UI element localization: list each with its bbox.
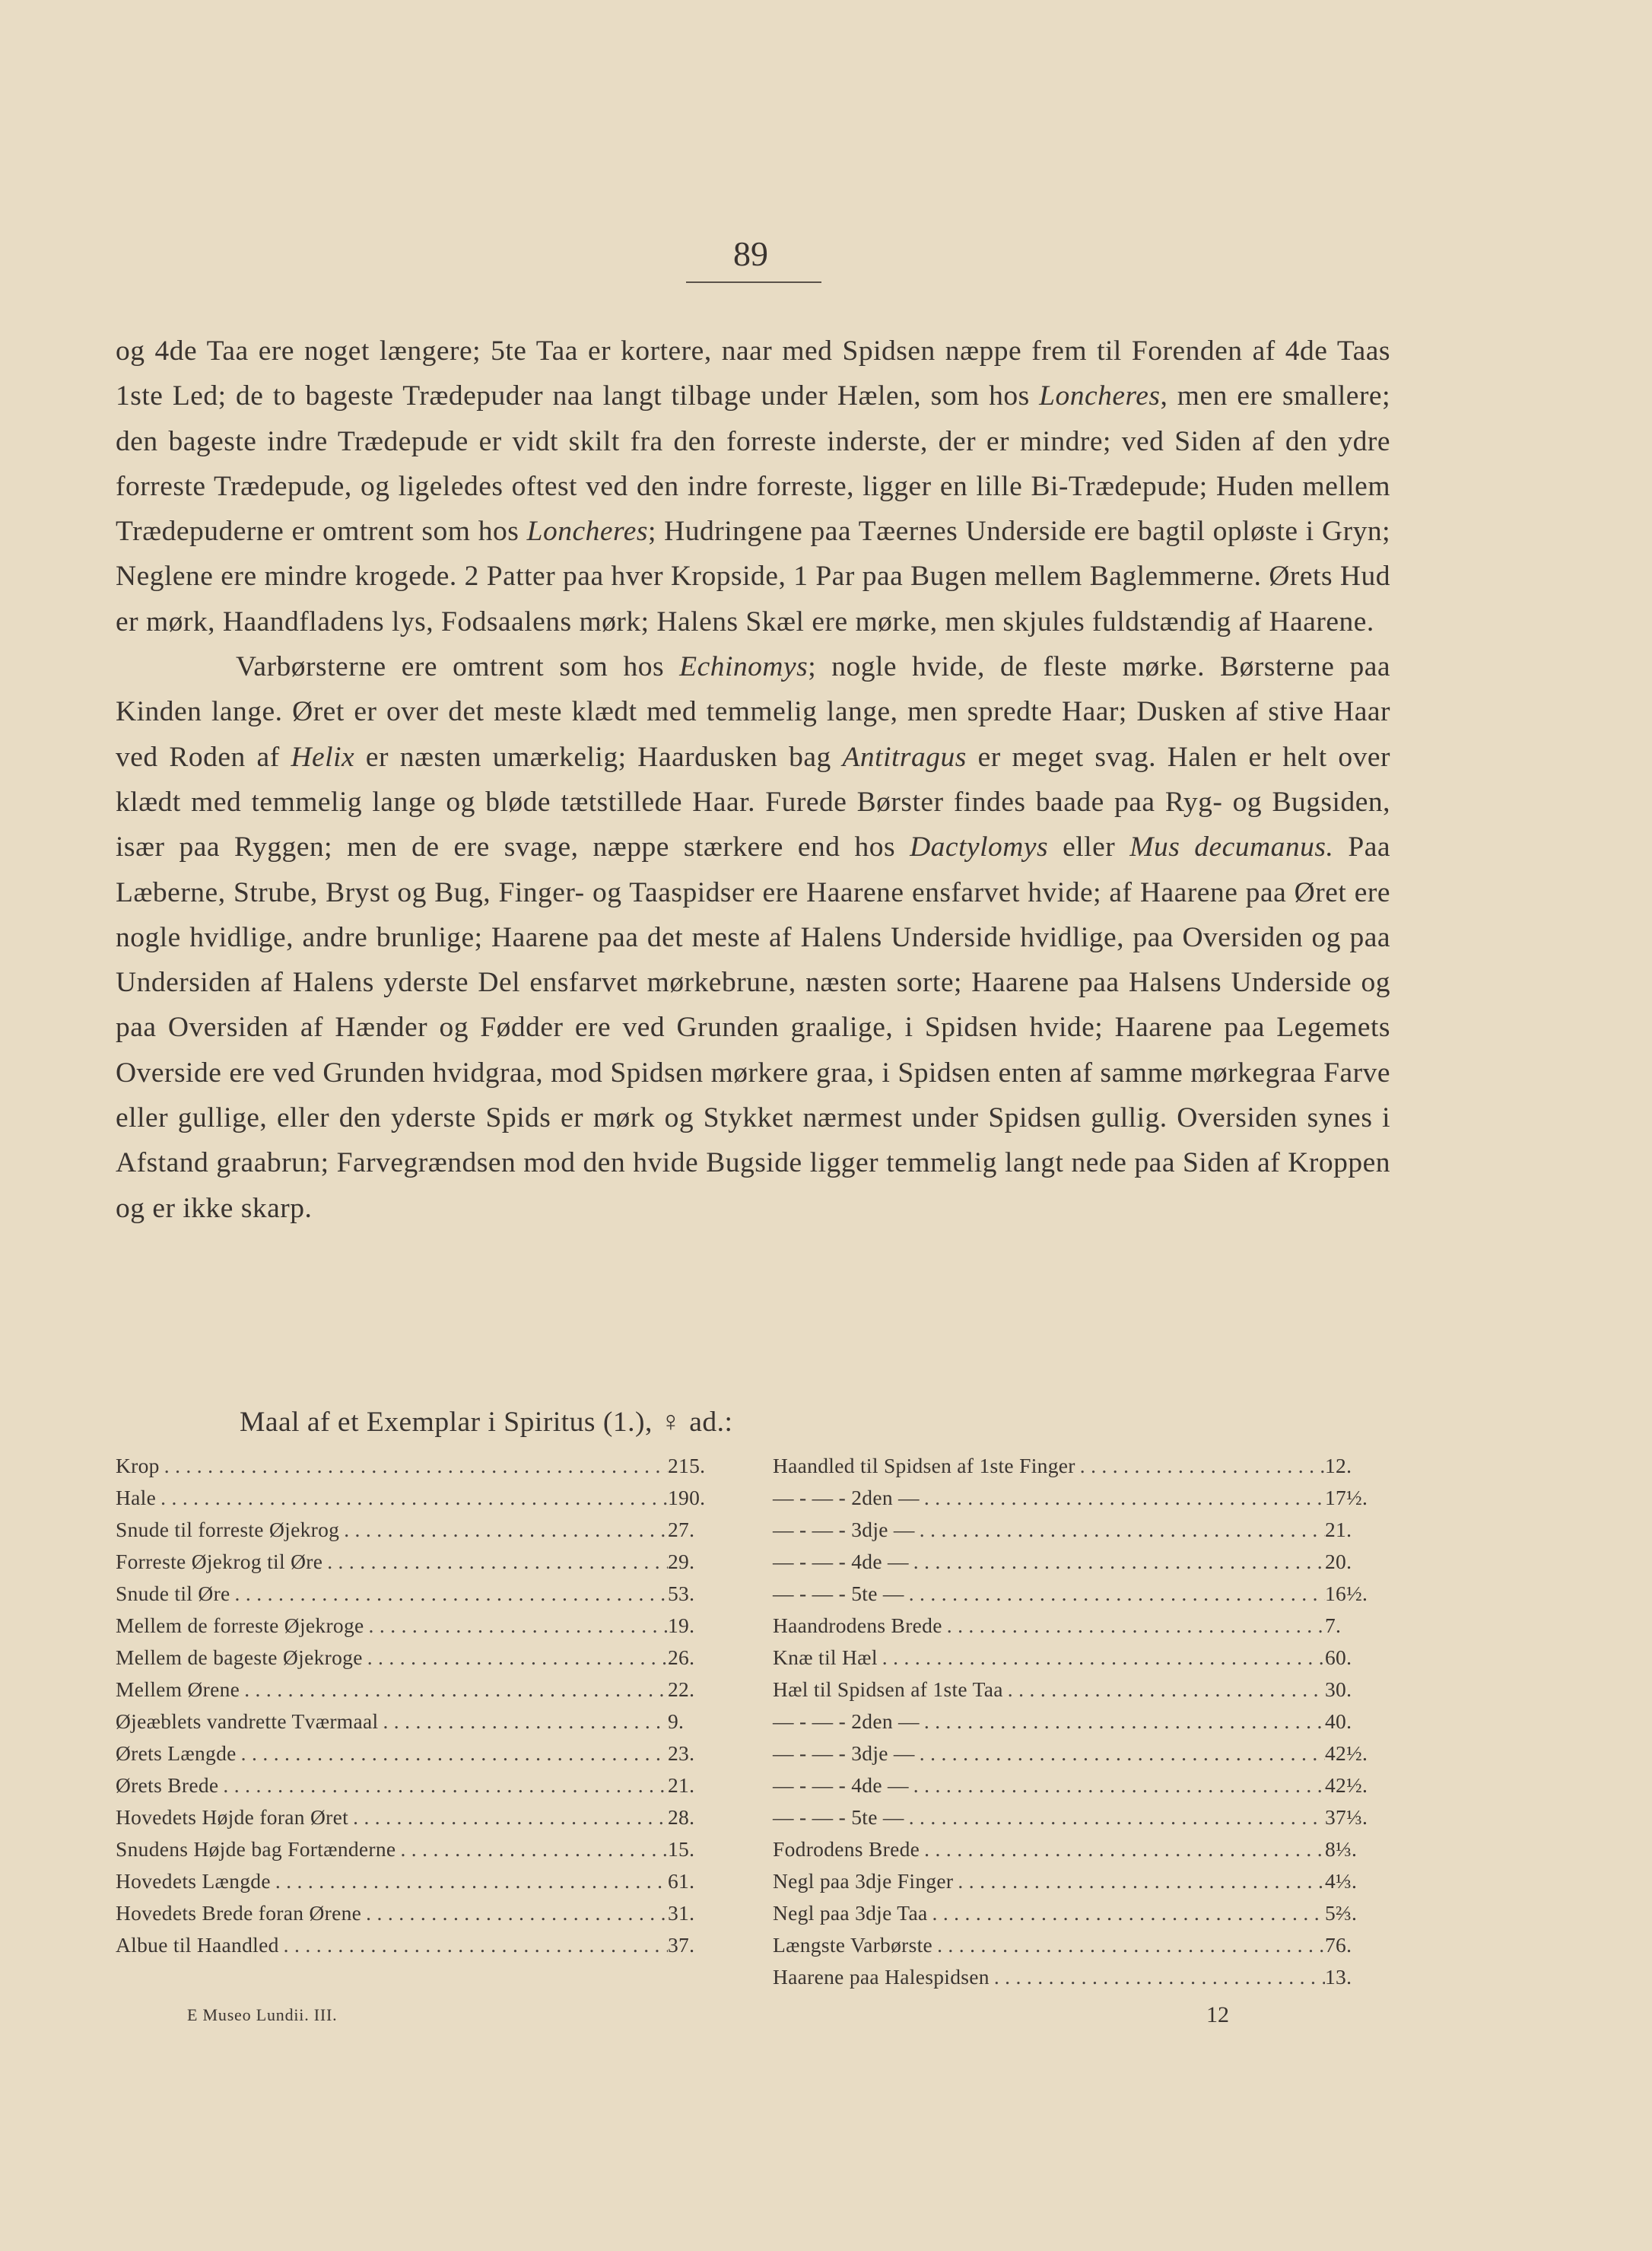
measurement-label: — - — - 5te —	[773, 1582, 904, 1605]
text-run: er næsten umærkelig; Haardusken bag	[354, 741, 843, 773]
dot-leader	[915, 1514, 1325, 1546]
dot-leader	[953, 1865, 1325, 1897]
dot-leader	[920, 1482, 1325, 1514]
italic-term: Echinomys	[679, 651, 809, 683]
measurement-value: 15.	[668, 1837, 695, 1861]
measurements-left-column	[116, 1450, 730, 1961]
measurement-value: 28.	[668, 1805, 695, 1829]
measurement-label: Mellem de forreste Øjekroge	[116, 1614, 364, 1637]
measurement-row	[116, 1801, 730, 1833]
dot-leader	[920, 1833, 1325, 1865]
measurement-label: — - — - 5te —	[773, 1805, 904, 1829]
measurement-row	[116, 1929, 730, 1961]
dot-leader	[1075, 1450, 1325, 1482]
dot-leader	[904, 1578, 1325, 1610]
measurement-label: Fodrodens Brede	[773, 1837, 920, 1861]
dot-leader	[396, 1833, 668, 1865]
measurement-row	[116, 1897, 730, 1929]
measurement-value: 30.	[1325, 1677, 1352, 1701]
measurement-value: 5⅔.	[1325, 1901, 1358, 1925]
dot-leader	[1003, 1674, 1325, 1706]
measurement-label: — - — - 4de —	[773, 1773, 909, 1797]
measurement-value: 7.	[1325, 1614, 1342, 1637]
measurement-row	[116, 1706, 730, 1738]
measurement-row	[773, 1865, 1381, 1897]
measurement-label: Knæ til Hæl	[773, 1645, 878, 1669]
measurement-row	[116, 1450, 730, 1482]
dot-leader	[240, 1674, 668, 1706]
measurement-row	[773, 1546, 1381, 1578]
measurement-value: 42½.	[1325, 1741, 1368, 1765]
measurement-row	[116, 1738, 730, 1769]
measurement-label: Negl paa 3dje Finger	[773, 1869, 954, 1893]
measurement-row	[773, 1897, 1381, 1929]
measurement-label: Albue til Haandled	[116, 1933, 279, 1957]
measurement-value: 20.	[1325, 1550, 1352, 1573]
text-run: og 4de Taa ere noget længere; 5te Taa er kortere, naar med Spidsen næppe frem til Forenden af 4de Taas 1ste Led; de to bageste Trædepuder naa langt tilbage under Hælen, som hos	[116, 335, 1390, 412]
measurement-row	[773, 1769, 1381, 1801]
measurement-row	[773, 1929, 1381, 1961]
italic-term: Dactylomys	[910, 831, 1049, 863]
dot-leader	[909, 1546, 1325, 1578]
dot-leader	[237, 1738, 668, 1769]
measurement-row	[773, 1738, 1381, 1769]
measurement-value: 190.	[668, 1486, 706, 1509]
italic-term: Helix	[291, 741, 355, 773]
measurement-label: Haandled til Spidsen af 1ste Finger	[773, 1454, 1075, 1477]
measurement-label: Mellem de bageste Øjekroge	[116, 1645, 363, 1669]
measurement-row	[773, 1450, 1381, 1482]
text-run: eller	[1048, 831, 1130, 863]
measurement-label: — - — - 3dje —	[773, 1741, 915, 1765]
measurement-label: Ørets Brede	[116, 1773, 219, 1797]
measurement-value: 27.	[668, 1518, 695, 1541]
measurement-row	[773, 1642, 1381, 1674]
measurement-row	[773, 1578, 1381, 1610]
measurement-label: Forreste Øjekrog til Øre	[116, 1550, 323, 1573]
dot-leader	[156, 1482, 668, 1514]
measurement-row	[773, 1961, 1381, 1993]
text-run: ; nogle hvide, de fleste mørke. Børsterne paa Kinden lange. Øret er over det meste klædt med temmelig lange, men spredte Haar; Dusken af stive Haar ved Roden af	[116, 651, 1390, 773]
measurement-label: — - — - 3dje —	[773, 1518, 915, 1541]
measurement-row	[773, 1514, 1381, 1546]
measurement-value: 37⅓.	[1325, 1805, 1368, 1829]
measurement-label: Snude til forreste Øjekrog	[116, 1518, 340, 1541]
measurement-label: Haandrodens Brede	[773, 1614, 942, 1637]
measurement-label: Snude til Øre	[116, 1582, 230, 1605]
italic-term: Antitragus	[842, 741, 967, 773]
italic-term: Loncheres	[1039, 380, 1161, 412]
measurement-row	[116, 1833, 730, 1865]
measurement-row	[773, 1801, 1381, 1833]
measurement-label: Mellem Ørene	[116, 1677, 240, 1701]
measurement-value: 17½.	[1325, 1486, 1368, 1509]
measurement-value: 29.	[668, 1550, 695, 1573]
measurement-value: 215.	[668, 1454, 706, 1477]
measurement-row	[773, 1833, 1381, 1865]
measurement-row	[116, 1674, 730, 1706]
dot-leader	[990, 1961, 1325, 1993]
dot-leader	[364, 1610, 668, 1642]
dot-leader	[271, 1865, 668, 1897]
footer-signature: E Museo Lundii. III.	[187, 2005, 338, 2024]
measurement-row	[773, 1706, 1381, 1738]
dot-leader	[160, 1450, 668, 1482]
measurements-right-column	[773, 1450, 1381, 1993]
measurement-row	[116, 1514, 730, 1546]
dot-leader	[363, 1642, 668, 1674]
measurement-label: Hæl til Spidsen af 1ste Taa	[773, 1677, 1003, 1701]
dot-leader	[927, 1897, 1325, 1929]
measurement-row	[116, 1642, 730, 1674]
measurement-row	[773, 1674, 1381, 1706]
text-run: Paa Læberne, Strube, Bryst og Bug, Finger- og Taaspidser ere Haarene ensfarvet hvide; af Haarene paa Øret ere nogle hvidlige, andre brunlige; Haarene paa det meste af Halens Underside hvidlige, paa Oversiden og paa Undersiden af Halens yderste Del ensfarvet mørkebrune, næsten sorte; Haarene paa Halsens Underside og paa Oversiden af Hænder og Fødder ere ved Grunden graalige, i Spidsen hvide; Haarene paa Legemets Overside ere ved Grunden hvidgraa, mod Spidsen mørkere graa, i Spidsen enten af samme mørkegraa Farve eller gullige, eller den yderste Spids er mørk og Stykket nærmest under Spidsen gullig. Oversiden synes i Afstand graabrun; Farvegrændsen mod den hvide Bugside ligger temmelig langt nede paa Siden af Kroppen og er ikke skarp.	[116, 831, 1390, 1224]
dot-leader	[915, 1738, 1325, 1769]
dot-leader	[920, 1706, 1325, 1738]
text-run: , men ere smallere; den bageste indre Trædepude er vidt skilt fra den forreste inderste, der er mindre; ved Siden af den ydre forreste Trædepude, og ligeledes oftest ved den indre forreste, ligger en lille Bi-Trædepude; Huden mellem Trædepuderne er omtrent som hos	[116, 380, 1390, 548]
page-number-rule	[686, 281, 821, 283]
text-run: er meget svag. Halen er helt over klædt med temmelig lange og bløde tætstillede Haar. Furede Børster findes baade paa Ryg- og Bugsiden, især paa Ryggen; men de ere svage, næppe stærkere end hos	[116, 741, 1390, 863]
measurement-value: 13.	[1325, 1965, 1352, 1989]
signature-number: 12	[1206, 2002, 1229, 2027]
paragraph	[116, 329, 1390, 644]
dot-leader	[230, 1578, 668, 1610]
text-run: ; Hudringene paa Tæernes Underside ere bagtil opløste i Gryn; Neglene ere mindre krogede. 2 Patter paa hver Kropside, 1 Par paa Bugen mellem Baglemmerne. Ørets Hud er mørk, Haandfladens lys, Fodsaalens mørk; Halens Skæl ere mørke, men skjules fuldstændig af Haarene.	[116, 516, 1391, 637]
measurement-value: 4⅓.	[1325, 1869, 1358, 1893]
measurement-row	[116, 1578, 730, 1610]
measurement-label: — - — - 2den —	[773, 1709, 920, 1733]
measurement-label: Hale	[116, 1486, 157, 1509]
body-text	[116, 329, 1390, 1231]
measurement-value: 60.	[1325, 1645, 1352, 1669]
dot-leader	[322, 1546, 668, 1578]
measurement-label: Længste Varbørste	[773, 1933, 933, 1957]
dot-leader	[218, 1769, 668, 1801]
measurements-heading: Maal af et Exemplar i Spiritus (1.), ♀ ad.:	[240, 1407, 733, 1438]
measurement-row	[116, 1546, 730, 1578]
dot-leader	[942, 1610, 1325, 1642]
page-number: 89	[733, 234, 768, 273]
italic-term: Loncheres	[526, 516, 648, 548]
dot-leader	[909, 1769, 1325, 1801]
measurement-value: 12.	[1325, 1454, 1352, 1477]
measurement-value: 26.	[668, 1645, 695, 1669]
measurement-value: 23.	[668, 1741, 695, 1765]
measurement-value: 22.	[668, 1677, 695, 1701]
dot-leader	[361, 1897, 668, 1929]
measurement-value: 37.	[668, 1933, 695, 1957]
dot-leader	[904, 1801, 1325, 1833]
measurement-value: 21.	[1325, 1518, 1352, 1541]
measurement-label: — - — - 2den —	[773, 1486, 920, 1509]
measurement-value: 21.	[668, 1773, 695, 1797]
text-run: Varbørsterne ere omtrent som hos	[236, 651, 680, 683]
measurement-label: Øjeæblets vandrette Tværmaal	[116, 1709, 379, 1733]
measurement-value: 31.	[668, 1901, 695, 1925]
measurement-row	[116, 1769, 730, 1801]
dot-leader	[279, 1929, 668, 1961]
measurement-value: 42½.	[1325, 1773, 1368, 1797]
paragraph	[116, 644, 1390, 1231]
measurement-label: Negl paa 3dje Taa	[773, 1901, 928, 1925]
measurement-value: 16½.	[1325, 1582, 1368, 1605]
dot-leader	[932, 1929, 1325, 1961]
measurement-value: 9.	[668, 1709, 685, 1733]
measurement-label: Hovedets Brede foran Ørene	[116, 1901, 362, 1925]
measurement-row	[773, 1610, 1381, 1642]
dot-leader	[878, 1642, 1325, 1674]
dot-leader	[378, 1706, 668, 1738]
measurement-row	[116, 1865, 730, 1897]
measurement-value: 61.	[668, 1869, 695, 1893]
measurement-label: Hovedets Længde	[116, 1869, 271, 1893]
measurement-label: Hovedets Højde foran Øret	[116, 1805, 349, 1829]
measurement-label: Ørets Længde	[116, 1741, 237, 1765]
measurement-value: 8⅓.	[1325, 1837, 1358, 1861]
measurement-label: — - — - 4de —	[773, 1550, 909, 1573]
measurement-value: 76.	[1325, 1933, 1352, 1957]
measurement-value: 53.	[668, 1582, 695, 1605]
measurement-label: Haarene paa Halespidsen	[773, 1965, 990, 1989]
measurement-row	[116, 1610, 730, 1642]
dot-leader	[339, 1514, 668, 1546]
measurement-value: 19.	[668, 1614, 695, 1637]
measurement-label: Krop	[116, 1454, 160, 1477]
measurement-value: 40.	[1325, 1709, 1352, 1733]
dot-leader	[348, 1801, 668, 1833]
measurement-row	[773, 1482, 1381, 1514]
measurement-label: Snudens Højde bag Fortænderne	[116, 1837, 396, 1861]
measurement-row	[116, 1482, 730, 1514]
italic-term: Mus decumanus.	[1129, 831, 1334, 863]
